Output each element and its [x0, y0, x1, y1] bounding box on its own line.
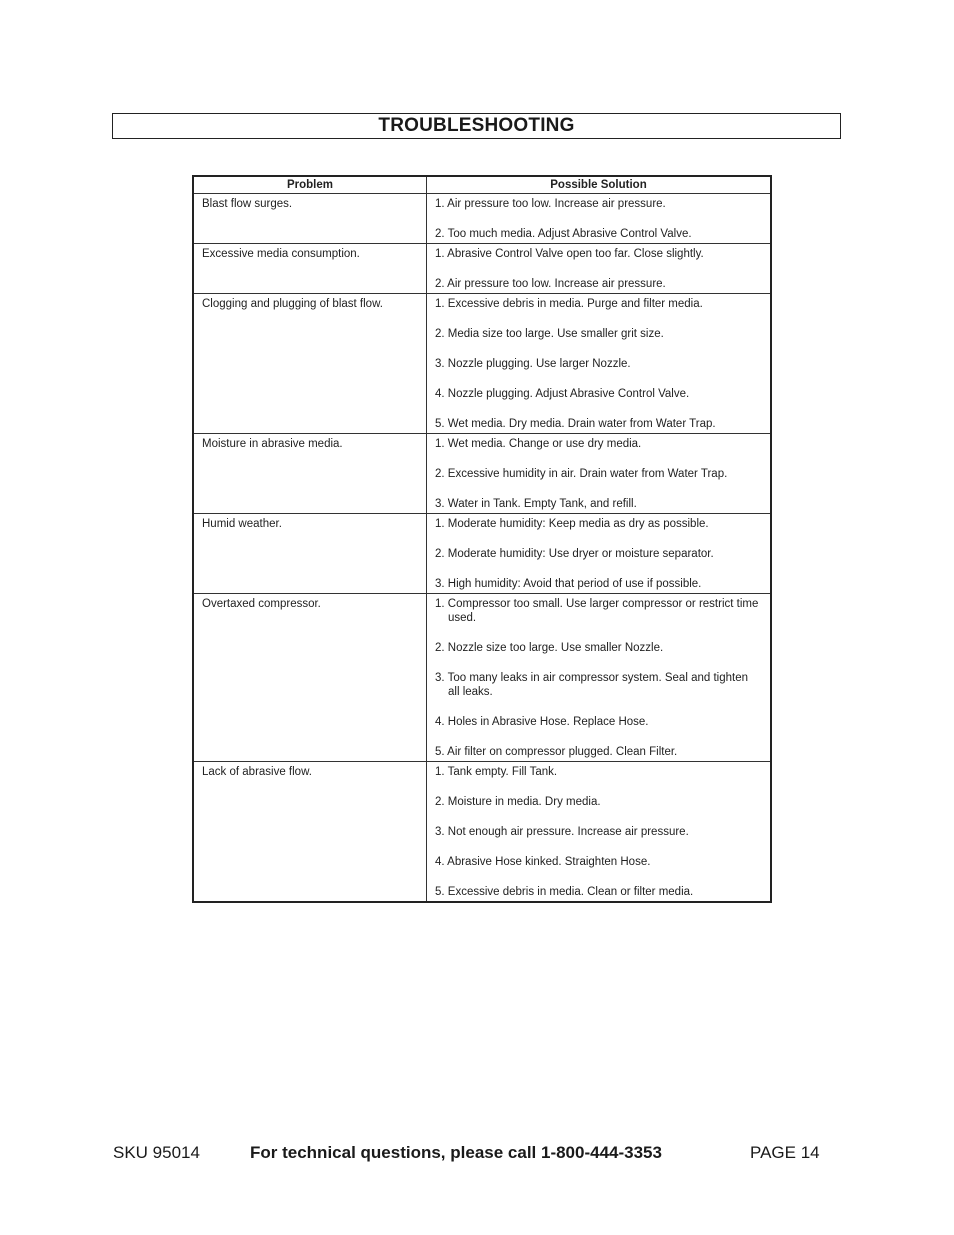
solution-item: 2. Moisture in media. Dry media. — [435, 796, 601, 808]
solution-cell — [427, 762, 772, 903]
solution-cell — [427, 434, 772, 514]
solution-item: 1. Wet media. Change or use dry media. — [435, 438, 642, 450]
solution-item: 1. Compressor too small. Use larger compressor or restrict time used. — [435, 598, 759, 624]
solution-item: 2. Excessive humidity in air. Drain water from Water Trap. — [435, 468, 728, 480]
solution-item: 4. Abrasive Hose kinked. Straighten Hose. — [435, 856, 651, 868]
page-footer — [0, 1143, 954, 1165]
solution-item: 3. High humidity: Avoid that period of use if possible. — [435, 578, 702, 590]
footer-page-number: PAGE 14 — [750, 1143, 820, 1162]
footer-tech-contact: For technical questions, please call 1-800-444-3353 — [250, 1143, 662, 1162]
solution-cell — [427, 244, 772, 294]
problem-cell: Blast flow surges. — [193, 194, 427, 244]
solution-item: 2. Media size too large. Use smaller grit size. — [435, 328, 664, 340]
problem-header: Problem — [193, 176, 427, 194]
solution-item: 3. Nozzle plugging. Use larger Nozzle. — [435, 358, 631, 370]
solution-item: 1. Tank empty. Fill Tank. — [435, 766, 558, 778]
solution-item: 4. Holes in Abrasive Hose. Replace Hose. — [435, 716, 649, 728]
table-header-row — [193, 176, 771, 194]
troubleshooting-table — [192, 175, 772, 903]
problem-cell: Clogging and plugging of blast flow. — [193, 294, 427, 434]
solution-item: 2. Nozzle size too large. Use smaller Nozzle. — [435, 642, 664, 654]
table-row — [193, 762, 771, 903]
table-row — [193, 244, 771, 294]
solution-item: 1. Abrasive Control Valve open too far. Close slightly. — [435, 248, 704, 260]
table-row — [193, 194, 771, 244]
table-row — [193, 294, 771, 434]
solution-item: 3. Too many leaks in air compressor system. Seal and tighten all leaks. — [435, 672, 748, 698]
solution-cell — [427, 294, 772, 434]
table-row — [193, 434, 771, 514]
solution-cell — [427, 514, 772, 594]
problem-cell: Moisture in abrasive media. — [193, 434, 427, 514]
problem-cell: Humid weather. — [193, 514, 427, 594]
problem-cell: Excessive media consumption. — [193, 244, 427, 294]
problem-cell: Overtaxed compressor. — [193, 594, 427, 762]
solution-item: 2. Air pressure too low. Increase air pressure. — [435, 278, 666, 290]
page-title-box — [112, 113, 841, 139]
solution-cell — [427, 594, 772, 762]
solution-item: 3. Not enough air pressure. Increase air pressure. — [435, 826, 689, 838]
solution-item: 5. Air filter on compressor plugged. Clean Filter. — [435, 746, 678, 758]
solution-item: 3. Water in Tank. Empty Tank, and refill. — [435, 498, 637, 510]
page-title: TROUBLESHOOTING — [378, 115, 575, 136]
solution-item: 2. Too much media. Adjust Abrasive Control Valve. — [435, 228, 692, 240]
solution-item: 2. Moderate humidity: Use dryer or moisture separator. — [435, 548, 714, 560]
solution-item: 5. Wet media. Dry media. Drain water from Water Trap. — [435, 418, 716, 430]
footer-sku: SKU 95014 — [113, 1143, 200, 1162]
solution-item: 1. Air pressure too low. Increase air pressure. — [435, 198, 666, 210]
solution-item: 4. Nozzle plugging. Adjust Abrasive Control Valve. — [435, 388, 690, 400]
solution-item: 1. Excessive debris in media. Purge and filter media. — [435, 298, 703, 310]
solution-item: 1. Moderate humidity: Keep media as dry as possible. — [435, 518, 709, 530]
solution-cell — [427, 194, 772, 244]
table-row — [193, 594, 771, 762]
table-row — [193, 514, 771, 594]
problem-cell: Lack of abrasive flow. — [193, 762, 427, 903]
solution-header: Possible Solution — [427, 176, 772, 194]
solution-item: 5. Excessive debris in media. Clean or filter media. — [435, 886, 694, 898]
table-body — [193, 194, 771, 903]
